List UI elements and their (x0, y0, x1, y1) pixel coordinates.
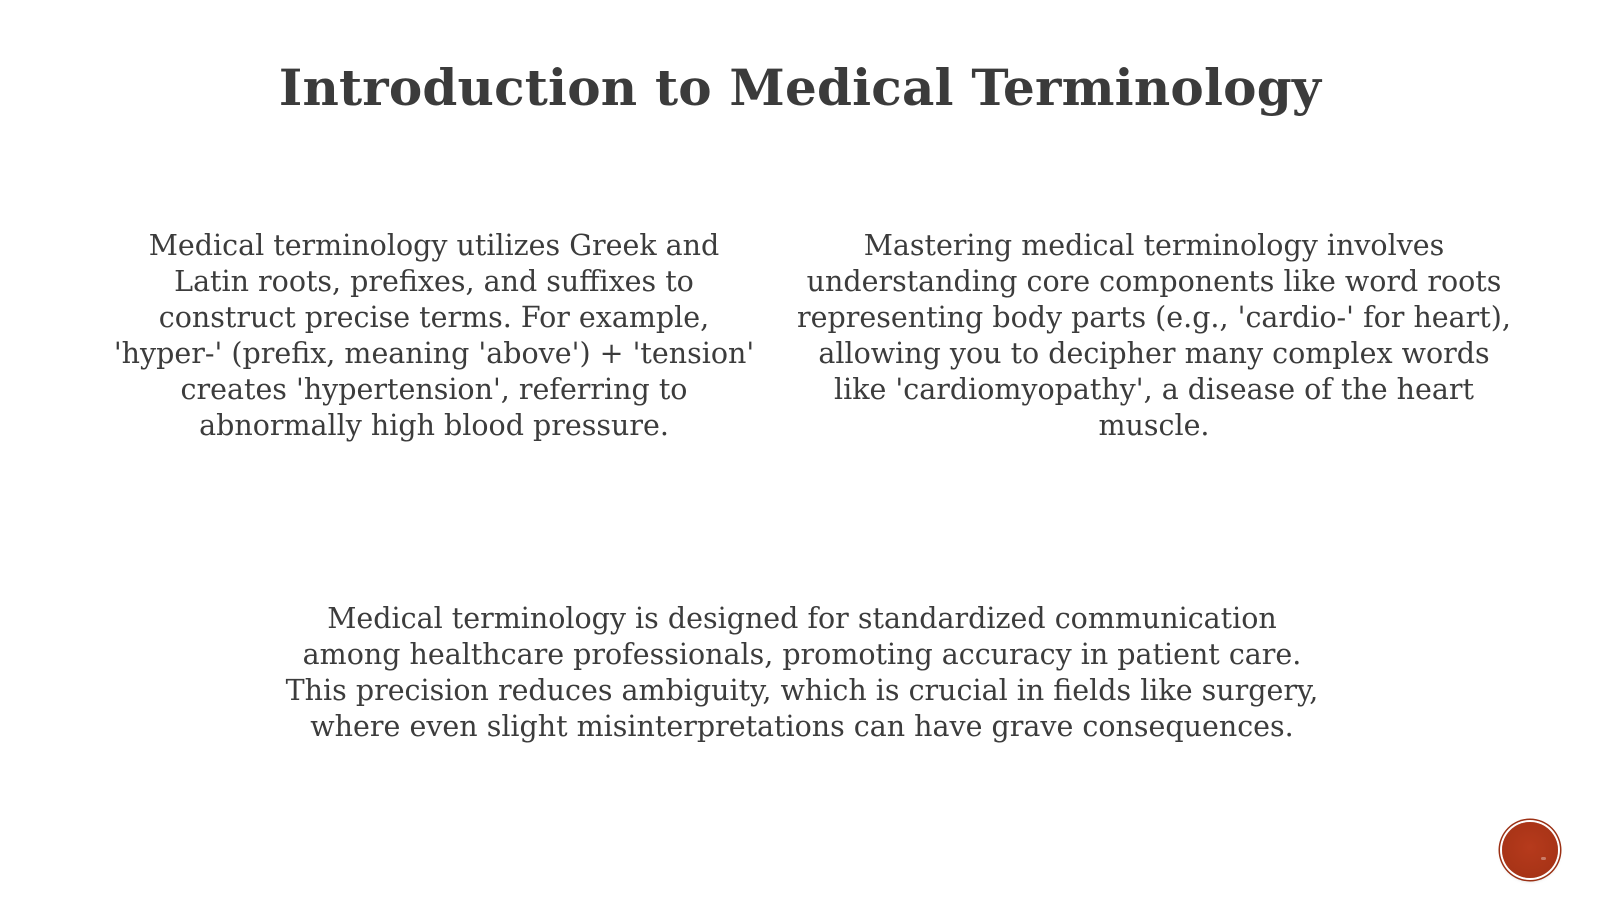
circle-nav-icon (1541, 857, 1546, 860)
paragraph-left: Medical terminology utilizes Greek and Latin roots, prefixes, and suffixes to construct precise terms. For example, 'hyper-' (prefix, meaning 'above') + 'tension' creates 'hypertension', referring to abnormally high blood pressure. (113, 229, 755, 442)
slide-nav-button[interactable] (1502, 822, 1558, 878)
paragraph-right: Mastering medical terminology involves understanding core components like word roots representing body parts (e.g., 'cardio-' for heart), allowing you to decipher many complex words like 'cardiomyopathy', a disease of the heart muscle. (797, 229, 1511, 442)
paragraph-bottom: Medical terminology is designed for standardized communication among healthcare professionals, promoting accuracy in patient care. This precision reduces ambiguity, which is crucial in fields like surgery, where even slight misinterpretations can have grave consequences. (285, 602, 1319, 743)
slide-title: Introduction to Medical Terminology (278, 58, 1322, 117)
